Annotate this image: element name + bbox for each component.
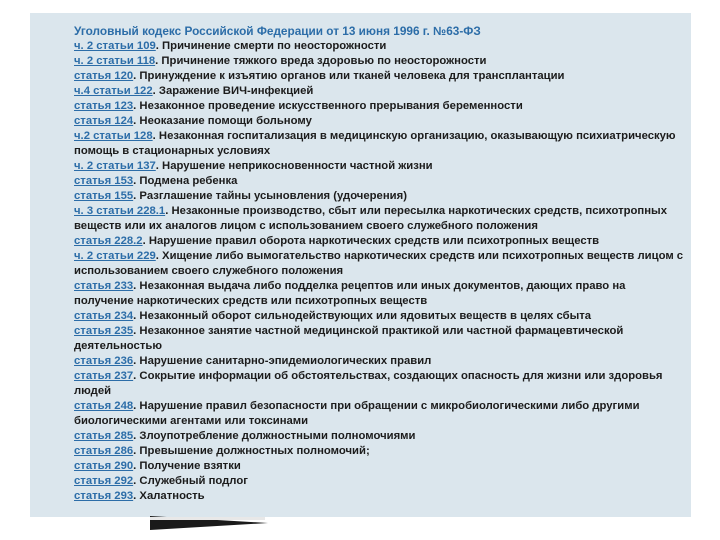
list-item xyxy=(74,159,684,174)
article-link[interactable]: статья 124 xyxy=(74,115,134,127)
article-link[interactable]: ч.4 статьи 122 xyxy=(74,85,153,97)
article-link[interactable]: ч. 2 статьи 118 xyxy=(74,55,156,67)
article-link[interactable]: статья 292 xyxy=(74,475,134,487)
article-description: . Подмена ребенка xyxy=(133,175,238,187)
article-link[interactable]: ч. 2 статьи 137 xyxy=(74,160,156,172)
article-description: . Причинение смерти по неосторожности xyxy=(155,40,387,52)
list-item xyxy=(74,309,684,324)
article-link[interactable]: статья 234 xyxy=(74,310,134,322)
list-item xyxy=(74,69,684,84)
article-description: . Незаконное проведение искусственного прерывания беременности xyxy=(133,100,523,112)
article-link[interactable]: ч. 2 статьи 109 xyxy=(74,40,156,52)
list-item xyxy=(74,249,684,279)
article-link[interactable]: статья 293 xyxy=(74,490,134,502)
article-link[interactable]: статья 285 xyxy=(74,430,134,442)
article-link[interactable]: статья 153 xyxy=(74,175,134,187)
article-description: . Сокрытие информации об обстоятельствах, создающих опасность для жизни или здоровья людей xyxy=(74,370,663,397)
list-item xyxy=(74,114,684,129)
list-item xyxy=(74,399,684,429)
article-link[interactable]: статья 228.2 xyxy=(74,235,143,247)
article-link[interactable]: статья 248 xyxy=(74,400,134,412)
list-item xyxy=(74,279,684,309)
article-description: . Неоказание помощи больному xyxy=(133,115,312,127)
article-link[interactable]: ч. 2 статьи 229 xyxy=(74,250,156,262)
list-item xyxy=(74,174,684,189)
list-item xyxy=(74,234,684,249)
article-link[interactable]: статья 123 xyxy=(74,100,134,112)
decorative-wedge-highlight xyxy=(150,517,265,520)
article-description: . Халатность xyxy=(133,490,205,502)
article-list xyxy=(74,24,684,504)
document-title: Уголовный кодекс Российской Федерации от 13 июня 1996 г. №63-ФЗ xyxy=(74,24,481,38)
list-item xyxy=(74,99,684,114)
article-description: . Злоупотребление должностными полномочиями xyxy=(133,430,416,442)
list-item xyxy=(74,444,684,459)
list-item xyxy=(74,324,684,354)
article-description: . Хищение либо вымогательство наркотических средств или психотропных веществ лицом с использованием своего служебного положения xyxy=(74,250,684,277)
article-link[interactable]: ч. 3 статьи 228.1 xyxy=(74,205,166,217)
article-description: . Нарушение неприкосновенности частной жизни xyxy=(155,160,433,172)
article-description: . Незаконная выдача либо подделка рецептов или иных документов, дающих право на получение наркотических средств или психотропных веществ xyxy=(74,280,626,307)
article-description: . Нарушение правил безопасности при обращении с микробиологическими либо другими биологическими агентами или токсинами xyxy=(74,400,640,427)
article-description: . Служебный подлог xyxy=(133,475,248,487)
list-item xyxy=(74,189,684,204)
article-link[interactable]: статья 236 xyxy=(74,355,134,367)
article-description: . Незаконная госпитализация в медицинскую организацию, оказывающую психиатрическую помощь в стационарных условиях xyxy=(74,130,676,157)
list-item xyxy=(74,204,684,234)
article-description: . Принуждение к изъятию органов или тканей человека для трансплантации xyxy=(133,70,565,82)
article-description: . Незаконное занятие частной медицинской практикой или частной фармацевтической деятельностью xyxy=(74,325,624,352)
article-link[interactable]: статья 233 xyxy=(74,280,134,292)
article-link[interactable]: статья 120 xyxy=(74,70,134,82)
article-link[interactable]: статья 237 xyxy=(74,370,134,382)
article-description: . Незаконный оборот сильнодействующих или ядовитых веществ в целях сбыта xyxy=(133,310,592,322)
article-description: . Заражение ВИЧ-инфекцией xyxy=(152,85,314,97)
list-item xyxy=(74,369,684,399)
article-description: . Причинение тяжкого вреда здоровью по неосторожности xyxy=(155,55,487,67)
article-link[interactable]: ч.2 статьи 128 xyxy=(74,130,153,142)
article-link[interactable]: статья 290 xyxy=(74,460,134,472)
list-item xyxy=(74,489,684,504)
list-item xyxy=(74,129,684,159)
article-description: . Незаконные производство, сбыт или пересылка наркотических средств, психотропных веществ или их аналогов лицом с использованием своего служебного положения xyxy=(74,205,667,232)
article-description: . Разглашение тайны усыновления (удочерения) xyxy=(133,190,407,202)
article-link[interactable]: статья 235 xyxy=(74,325,134,337)
list-item xyxy=(74,39,684,54)
list-item xyxy=(74,354,684,369)
list-item xyxy=(74,429,684,444)
list-item xyxy=(74,459,684,474)
article-description: . Нарушение санитарно-эпидемиологических правил xyxy=(133,355,432,367)
list-item xyxy=(74,474,684,489)
article-description: . Превышение должностных полномочий; xyxy=(133,445,370,457)
article-description: . Нарушение правил оборота наркотических средств или психотропных веществ xyxy=(142,235,600,247)
article-description: . Получение взятки xyxy=(133,460,241,472)
list-item xyxy=(74,84,684,99)
article-link[interactable]: статья 155 xyxy=(74,190,134,202)
article-link[interactable]: статья 286 xyxy=(74,445,134,457)
list-item xyxy=(74,54,684,69)
